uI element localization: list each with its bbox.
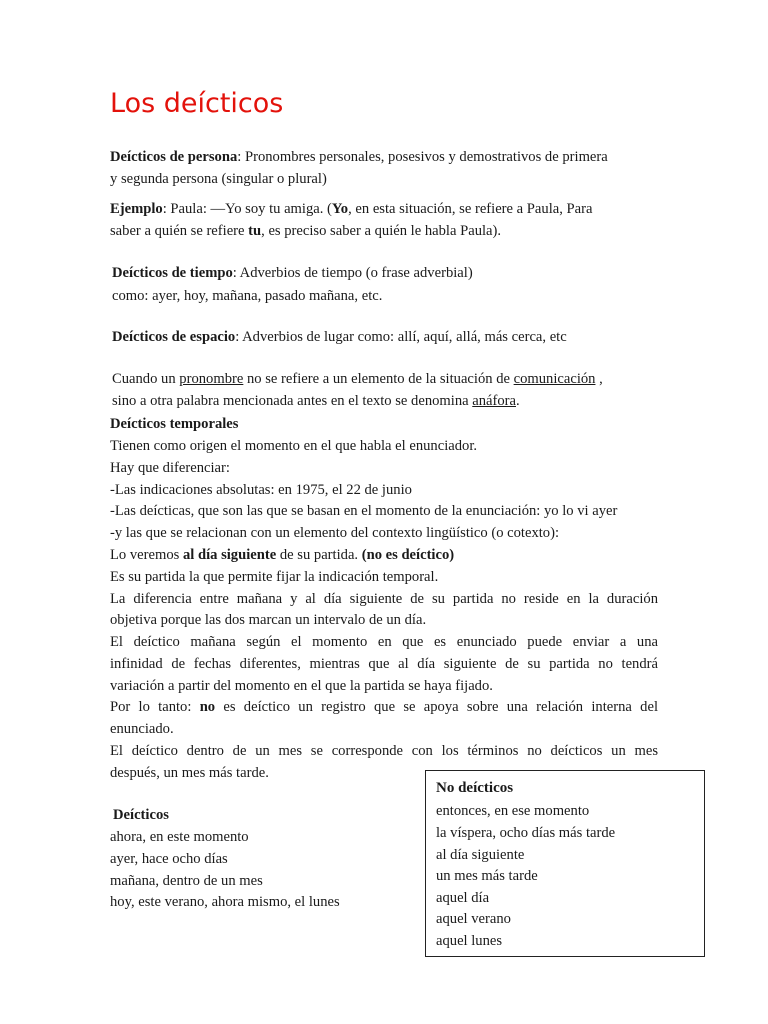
temporales-line-1: Tienen como origen el momento en el que habla el enunciador. <box>110 438 478 454</box>
espacio-line <box>112 327 567 349</box>
temporales-line-6 <box>110 545 454 567</box>
ejemplo-text-b: , en esta situación, se refiere a Paula, Para <box>348 201 593 217</box>
espacio-text: : Adverbios de lugar como: allí, aquí, allá, más cerca, etc <box>235 329 567 345</box>
espacio-label: Deícticos de espacio <box>112 329 236 345</box>
link-anafora[interactable]: anáfora <box>472 393 516 409</box>
temporales-line-9: objetiva porque las dos marcan un intervalo de un día. <box>110 612 427 628</box>
anafora-text-e: . <box>516 393 520 409</box>
ejemplo-text-d: , es preciso saber a quién le habla Paula). <box>261 223 502 239</box>
temporales-line-2: Hay que diferenciar: <box>110 460 230 476</box>
link-pronombre[interactable]: pronombre <box>179 371 244 387</box>
anafora-text-a: Cuando un <box>112 371 180 387</box>
temporales-13b: no <box>199 699 216 715</box>
deicticos-item: ayer, hace ocho días <box>110 851 228 867</box>
no-deicticos-item: aquel verano <box>436 911 511 927</box>
temporales-line-12: variación a partir del momento en el que la partida se haya fijado. <box>110 678 493 694</box>
no-deicticos-item: aquel lunes <box>436 933 503 949</box>
temporales-line-10: El deíctico mañana según el momento en que es enunciado puede enviar a una <box>110 634 658 650</box>
temporales-6a: Lo veremos <box>110 547 183 563</box>
anafora-text-d: sino a otra palabra mencionada antes en el texto se denomina <box>112 393 473 409</box>
persona-line-2: y segunda persona (singular o plural) <box>110 171 327 187</box>
no-deicticos-heading: No deícticos <box>436 780 514 796</box>
temporales-13a: Por lo tanto: <box>110 699 200 715</box>
ejemplo-text-c: saber a quién se refiere <box>110 223 249 239</box>
temporales-heading: Deícticos temporales <box>110 416 239 432</box>
temporales-line-7: Es su partida la que permite fijar la indicación temporal. <box>110 569 439 585</box>
no-deicticos-box <box>425 770 705 957</box>
ejemplo-label: Ejemplo <box>110 201 163 217</box>
no-deicticos-item: la víspera, ocho días más tarde <box>436 825 616 841</box>
ejemplo-tu: tu <box>248 223 262 239</box>
deicticos-item: ahora, en este momento <box>110 829 249 845</box>
anafora-text-c: , <box>595 371 603 387</box>
no-deicticos-item: al día siguiente <box>436 847 525 863</box>
anafora-line-1 <box>112 369 603 391</box>
temporales-13c: es deíctico un registro que se apoya sobre una relación interna del <box>215 699 658 715</box>
tiempo-line-1 <box>112 263 473 285</box>
ejemplo-yo: Yo <box>331 201 349 217</box>
anafora-text-b: no se refiere a un elemento de la situación de <box>243 371 514 387</box>
anafora-line-2 <box>112 391 520 413</box>
no-deicticos-item: aquel día <box>436 890 490 906</box>
temporales-6c: de su partida. <box>276 547 362 563</box>
temporales-6b: al día siguiente <box>182 547 277 563</box>
temporales-line-4: -Las deícticas, que son las que se basan en el momento de la enunciación: yo lo vi ayer <box>110 503 618 519</box>
link-comunicacion[interactable]: comunicación <box>513 371 596 387</box>
ejemplo-line-2 <box>110 221 501 243</box>
deicticos-item: mañana, dentro de un mes <box>110 873 263 889</box>
tiempo-line-2: como: ayer, hoy, mañana, pasado mañana, etc. <box>112 288 383 304</box>
temporales-line-14: enunciado. <box>110 721 174 737</box>
temporales-line-3: -Las indicaciones absolutas: en 1975, el 22 de junio <box>110 482 412 498</box>
temporales-line-15: El deíctico dentro de un mes se corresponde con los términos no deícticos un mes <box>110 743 658 759</box>
tiempo-text-1: : Adverbios de tiempo (o frase adverbial) <box>232 265 473 281</box>
persona-text-1: : Pronombres personales, posesivos y demostrativos de primera <box>237 149 608 165</box>
temporales-line-16: después, un mes más tarde. <box>110 765 269 781</box>
ejemplo-text-a: : Paula: —Yo soy tu amiga. ( <box>162 201 332 217</box>
no-deicticos-item: entonces, en ese momento <box>436 803 590 819</box>
tiempo-label: Deícticos de tiempo <box>112 265 233 281</box>
deicticos-item: hoy, este verano, ahora mismo, el lunes <box>110 894 340 910</box>
temporales-line-8: La diferencia entre mañana y al día siguiente de su partida no reside en la duración <box>110 591 658 607</box>
persona-line-1 <box>110 147 608 169</box>
ejemplo-line-1 <box>110 199 592 221</box>
page-title: Los deícticos <box>110 88 284 119</box>
deicticos-heading: Deícticos <box>113 807 169 823</box>
temporales-line-11: infinidad de fechas diferentes, mientras que al día siguiente de su partida no tendrá <box>110 656 658 672</box>
persona-label: Deícticos de persona <box>110 149 238 165</box>
no-deicticos-item: un mes más tarde <box>436 868 538 884</box>
temporales-line-5: -y las que se relacionan con un elemento del contexto lingüístico (o cotexto): <box>110 525 560 541</box>
temporales-6d: (no es deíctico) <box>361 547 455 563</box>
temporales-line-13 <box>110 697 658 719</box>
